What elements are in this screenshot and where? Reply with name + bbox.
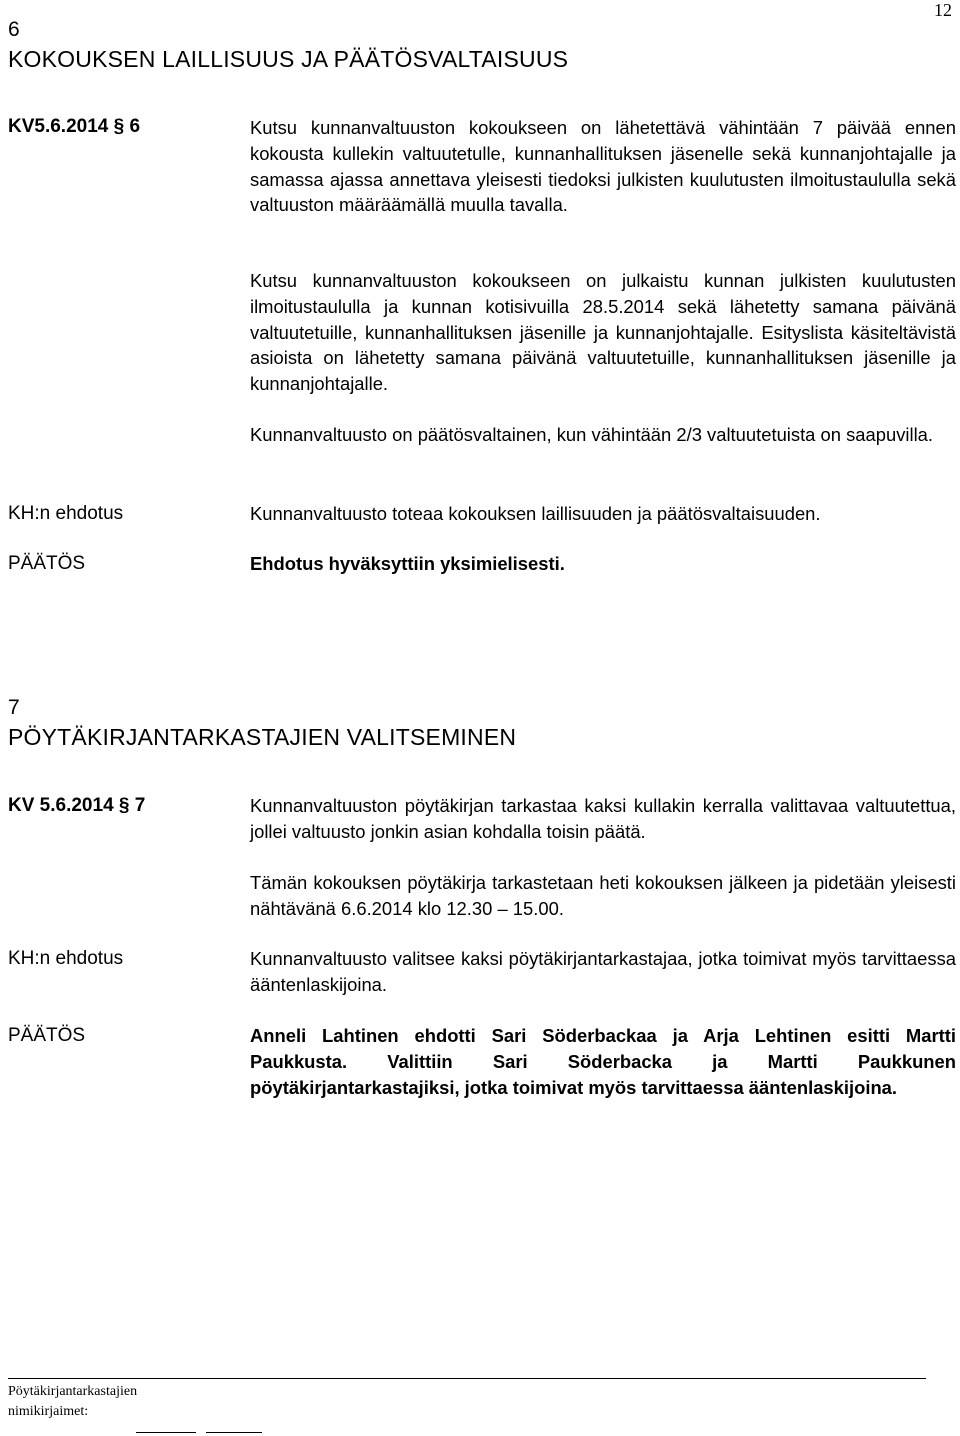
body-paragraph: Kunnanvaltuuston pöytäkirjan tarkastaa kaksi kullakin kerralla valittavaa valtuutettua, jollei valtuusto jonkin asian kohdalla toisin päätä. (250, 795, 956, 842)
meeting-reference: KV5.6.2014 § 6 (8, 116, 141, 137)
footer-label (8, 1382, 137, 1422)
proposal-label: KH:n ehdotus (8, 503, 124, 524)
section-title: KOKOUKSEN LAILLISUUS JA PÄÄTÖSVALTAISUUS (8, 46, 569, 72)
decision-text: Ehdotus hyväksyttiin yksimielisesti. (250, 553, 565, 574)
section-number: 7 (8, 696, 20, 719)
decision-label: PÄÄTÖS (8, 553, 86, 574)
initials-line (206, 1432, 262, 1433)
section-title: PÖYTÄKIRJANTARKASTAJIEN VALITSEMINEN (8, 724, 517, 750)
body-paragraph: Kutsu kunnanvaltuuston kokoukseen on lähetettävä vähintään 7 päivää ennen kokousta kullekin valtuutetulle, kunnanhallituksen jäsenelle sekä kunnanjohtajalle ja samassa ajassa annettava yleisesti tiedoksi julkisten kuulutusten ilmoitustaululla sekä valtuuston määräämällä muulla tavalla. (250, 117, 956, 216)
decision-text: Anneli Lahtinen ehdotti Sari Söderbackaa ja Arja Lehtinen esitti Martti Paukkusta. Valittiin Sari Söderbacka ja Martti Paukkunen pöytäkirjantarkastajiksi, jotka toimivat myös tarvittaessa ääntenlaskijoina. (250, 1025, 956, 1098)
body-paragraph: Tämän kokouksen pöytäkirja tarkastetaan heti kokouksen jälkeen ja pidetään yleisesti nähtävänä 6.6.2014 klo 12.30 – 15.00. (250, 872, 956, 919)
meeting-reference: KV 5.6.2014 § 7 (8, 795, 146, 816)
proposal-text: Kunnanvaltuusto toteaa kokouksen laillisuuden ja päätösvaltaisuuden. (250, 503, 821, 524)
page-number: 12 (934, 0, 952, 20)
section-number: 6 (8, 18, 20, 41)
footer-label-line2: nimikirjaimet: (8, 1404, 89, 1419)
body-paragraph: Kutsu kunnanvaltuuston kokoukseen on julkaistu kunnan julkisten kuulutusten ilmoitustaululla ja kunnan kotisivuilla 28.5.2014 sekä lähetetty samana päivänä valtuutetuille, kunnanhallituksen jäsenille ja kunnanjohtajalle. Esityslista käsiteltävistä asioista on lähetetty samana päivänä valtuutetuille, kunnanhallituksen jäsenille ja kunnanjohtajalle. (250, 270, 956, 395)
footer-divider (8, 1378, 926, 1379)
proposal-label: KH:n ehdotus (8, 948, 124, 969)
decision-label: PÄÄTÖS (8, 1025, 86, 1046)
proposal-text: Kunnanvaltuusto valitsee kaksi pöytäkirjantarkastajaa, jotka toimivat myös tarvittaessa ääntenlaskijoina. (250, 948, 956, 995)
footer-label-line1: Pöytäkirjantarkastajien (8, 1384, 138, 1399)
body-paragraph: Kunnanvaltuusto on päätösvaltainen, kun vähintään 2/3 valtuutetuista on saapuvilla. (250, 424, 933, 445)
initials-line (136, 1432, 196, 1433)
